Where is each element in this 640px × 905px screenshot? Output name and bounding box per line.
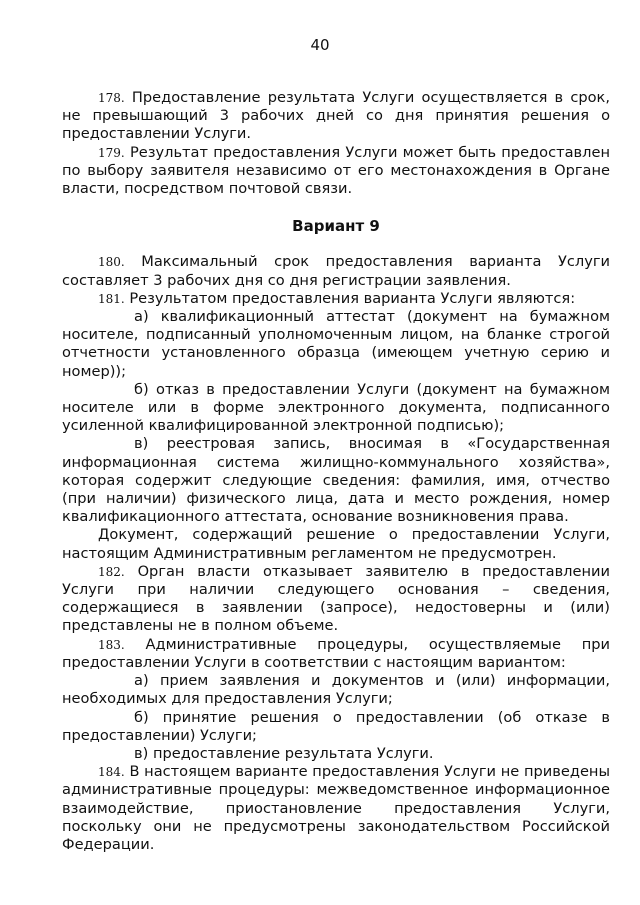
list-item-text: предоставление результата Услуги.	[152, 744, 434, 762]
paragraph-text: Максимальный срок предоставления варианта Услуги составляет 3 рабочих дня со дня регистрации заявления.	[62, 253, 610, 289]
paragraph-181	[62, 290, 610, 308]
list-item-text: квалификационный аттестат (документ на бумажном носителе, подписанный уполномоченным лицом, на бланке строгой отчетности установленного образца (имеющем учетную серию и номер));	[62, 308, 611, 380]
list-item-text: принятие решения о предоставлении (об отказе в предоставлении) Услуги;	[62, 708, 611, 744]
paragraph-184	[62, 763, 610, 854]
list-item-181b	[62, 381, 610, 436]
list-item-letter: б)	[134, 380, 149, 398]
paragraph-number: 182.	[98, 564, 125, 579]
document-body	[62, 89, 610, 854]
list-item-letter: в)	[134, 435, 149, 453]
section-heading: Вариант 9	[292, 217, 380, 236]
list-item-181c	[62, 435, 610, 526]
list-item-183b	[62, 709, 610, 745]
list-item-183a	[62, 672, 610, 708]
paragraph-number: 181.	[98, 291, 125, 306]
list-item-text: отказ в предоставлении Услуги (документ на бумажном носителе или в форме электронного документа, подписанного усиленной квалифицированной электронной подписью);	[62, 380, 611, 435]
paragraph-181-note	[62, 526, 610, 562]
list-item-text: прием заявления и документов и (или) информации, необходимых для предоставления Услуги;	[62, 672, 610, 708]
paragraph-number: 180.	[98, 255, 125, 270]
paragraph-text: Документ, содержащий решение о предоставлении Услуги, настоящим Административным регламентом не предусмотрен.	[62, 526, 610, 562]
paragraph-180	[62, 253, 610, 289]
page-number: 40	[310, 36, 330, 54]
list-item-letter: а)	[134, 308, 149, 326]
paragraph-number: 179.	[98, 145, 125, 160]
paragraph-text: Административные процедуры, осуществляемые при предоставлении Услуги в соответствии с настоящим вариантом:	[62, 635, 611, 671]
paragraph-number: 184.	[98, 765, 125, 780]
list-item-text: реестровая запись, вносимая в «Государственная информационная система жилищно-коммунального хозяйства», которая содержит следующие сведения: фамилия, имя, отчество (при наличии) физического лица, дата и место рождения, номер квалификационного аттестата, основание возникновения права.	[62, 435, 610, 526]
list-item-letter: б)	[134, 708, 149, 726]
paragraph-183	[62, 636, 610, 672]
list-item-183c	[62, 745, 610, 763]
list-item-letter: в)	[134, 744, 149, 762]
paragraph-text: Результатом предоставления варианта Услуги являются:	[129, 289, 576, 307]
paragraph-179	[62, 144, 610, 199]
paragraph-182	[62, 563, 610, 636]
list-item-letter: а)	[134, 672, 149, 690]
paragraph-text: В настоящем варианте предоставления Услуги не приведены административные процедуры: межведомственное информационное взаимодействие, приостановление предоставления Услуги, поскольку они не предусмотрены законодательством Российской Федерации.	[62, 763, 610, 853]
paragraph-number: 183.	[98, 637, 125, 652]
paragraph-text: Орган власти отказывает заявителю в предоставлении Услуги при наличии следующего основания – сведения, содержащиеся в заявлении (запросе), недостоверны и (или) представлены не в полном объеме.	[62, 562, 610, 635]
list-item-181a	[62, 308, 610, 381]
paragraph-number: 178.	[98, 91, 125, 105]
paragraph-text: Предоставление результата Услуги осуществляется в срок, не превышающий 3 рабочих дней со дня принятия решения о предоставлении Услуги.	[62, 89, 610, 143]
paragraph-text: Результат предоставления Услуги может быть предоставлен по выбору заявителя независимо от его местонахождения в Органе власти, посредством почтовой связи.	[62, 143, 610, 198]
paragraph-178	[62, 89, 610, 144]
